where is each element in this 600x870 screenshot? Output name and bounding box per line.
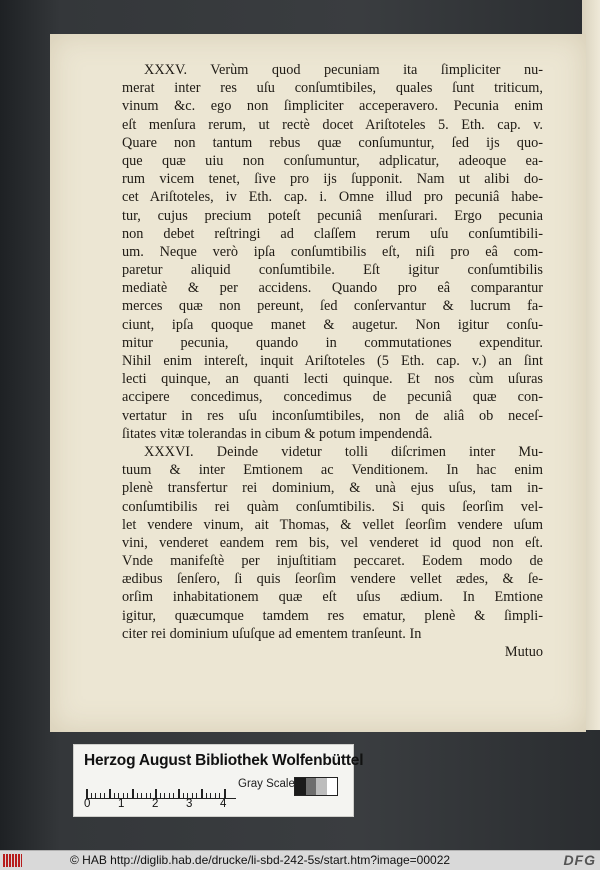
ruler-number: 1 [118, 798, 125, 810]
gray-swatch [316, 778, 327, 795]
library-label [73, 744, 364, 817]
text-line: rum vicem tenet, ſive pro ijs ſupponit. Nam ut alibi do- [122, 171, 543, 188]
ruler-tick [183, 793, 184, 798]
ruler-tick [178, 789, 180, 798]
text-line: tur, cujus precium poteſt pecuniâ menſurari. Ergo pecunia [122, 207, 543, 224]
scale-ruler [86, 776, 236, 799]
text-line: vini, venderet eandem rem bis, vel venderet id quod non eſt. [122, 534, 543, 551]
text-line: accipere concedimus, concedimus de pecuniâ quæ con- [122, 389, 543, 406]
text-line: cet Ariſtoteles, iv Eth. cap. i. Omne illud pro pecuniâ habe- [122, 189, 543, 206]
text-line: orſim inhabitationem quæ eſt uſus ædium. In Emtione [122, 589, 543, 606]
text-line: conſumtibilis rei quàm conſumtibilis. Si quis ſeorſim vel- [122, 498, 543, 515]
ruler-tick [132, 789, 134, 798]
text-line: XXXV. Verùm quod pecuniam ita ſimpliciter nu- [144, 62, 543, 78]
ruler-tick [95, 793, 96, 798]
text-line: mediatè & per accidens. Quando pro eâ comparantur [122, 280, 543, 297]
ruler-tick [210, 793, 211, 798]
text-line: ſitates vitæ tolerandas in cibum & potum impendendâ. [122, 425, 433, 442]
ruler-tick [114, 793, 115, 798]
text-line: lecti quinque, an quanti lecti quinque. Et nos cùm uſuras [122, 371, 543, 388]
ruler-number: 3 [186, 798, 193, 810]
text-line: Quare non tantum rebus quæ conſumuntur, ſed ijs quo- [122, 134, 543, 151]
text-line: igitur, quæcumque tamdem res ematur, plenè & ſimpli- [122, 607, 543, 624]
page-text [122, 61, 543, 661]
ruler-tick [137, 793, 138, 798]
ruler-tick [169, 793, 170, 798]
ruler-tick [127, 793, 128, 798]
ruler-tick [164, 793, 165, 798]
ruler-tick [104, 793, 105, 798]
text-line: merat inter res uſu conſumtibiles, quales ſunt triticum, [122, 80, 543, 97]
text-line: plenè transfertur rei dominium, & unà ejus uſus, tam in- [122, 480, 543, 497]
gray-swatch [327, 778, 338, 795]
text-line: let vendere vinum, ait Thomas, & vellet ſeorſim vendere uſum [122, 516, 543, 533]
text-line: que quæ uiu non conſumuntur, adplicatur, adeoque ea- [122, 152, 543, 169]
ruler-tick [91, 793, 92, 798]
text-line: ciunt, ipſa quoque manet & augetur. Non igitur conſu- [122, 316, 543, 333]
text-line: paretur aliquid conſumtibile. Eſt igitur conſumtibilis [122, 262, 543, 279]
ruler-tick [86, 789, 88, 798]
text-line: tuum & inter Emtionem ac Venditionem. In hac enim [122, 462, 543, 479]
text-line: mitur pecunia, quando in commutationes expenditur. [122, 334, 543, 351]
text-line: ædibus ſenſero, ſi quis ſeorſim vendere vellet ædes, & ſe- [122, 571, 543, 588]
footer-bar [0, 850, 600, 870]
ruler-tick [196, 793, 197, 798]
ruler-number: 4 [220, 798, 227, 810]
ruler-number: 2 [152, 798, 159, 810]
ruler-tick [224, 789, 226, 798]
text-line: Nihil enim intereſt, inquit Ariſtoteles (5 Eth. cap. v.) an ſint [122, 353, 543, 369]
dfg-logo: DFG [563, 852, 596, 868]
ruler-tick [215, 793, 216, 798]
text-line: eſt menſura rerum, ut rectè docet Ariſtoteles 5. Eth. cap. v. [122, 116, 543, 133]
gray-swatch [306, 778, 317, 795]
text-line: Vnde manifeſtè per injuſtitiam peccaret. Eodem modo de [122, 553, 543, 570]
gray-swatch [295, 778, 306, 795]
ruler-tick [100, 793, 101, 798]
ruler-tick [206, 793, 207, 798]
text-line: vertatur in res uſu inconſumtibiles, non de aliâ ob neceſ- [122, 407, 543, 424]
ruler-tick [109, 789, 111, 798]
library-name: Herzog August Bibliothek Wolfenbüttel [84, 752, 364, 769]
ruler-tick [155, 789, 157, 798]
text-line: vinum &c. ego non ſimpliciter acceperavero. Pecunia enim [122, 98, 543, 115]
barcode-icon [3, 854, 22, 867]
text-line: citer rei dominium uſuſque ad ementem tranſeunt. In [122, 625, 422, 642]
ruler-tick [141, 793, 142, 798]
ruler-tick [201, 789, 203, 798]
ruler-tick [160, 793, 161, 798]
text-line: um. Neque verò ipſa conſumtibilis eſt, niſi pro eâ com- [122, 243, 543, 260]
gray-scale-label: Gray Scale [238, 778, 295, 790]
text-line: non debet reſtringi ad claſſem rerum uſu conſumtibili- [122, 225, 543, 242]
gray-scale-bar [294, 777, 338, 796]
ruler-number: 0 [84, 798, 91, 810]
text-line: merces quæ non pereunt, ſed conſervantur & lucrum fa- [122, 298, 543, 315]
text-line: Mutuo [504, 644, 543, 660]
footer-url[interactable]: © HAB http://diglib.hab.de/drucke/li-sbd-242-5s/start.htm?image=00022 [70, 853, 451, 867]
ruler-tick [146, 793, 147, 798]
ruler-tick [173, 793, 174, 798]
text-line: XXXVI. Deinde videtur tolli diſcrimen inter Mu- [144, 443, 543, 460]
